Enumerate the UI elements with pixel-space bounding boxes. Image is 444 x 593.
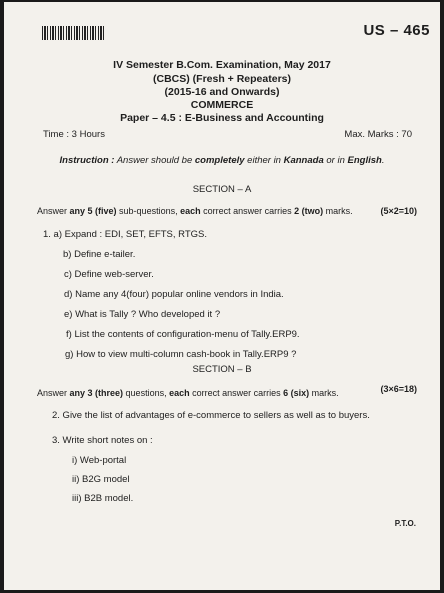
exam-paper: Paper – 4.5 : E-Business and Accounting [120, 112, 324, 124]
instruction-mid: either in [244, 155, 284, 166]
question-1g: g) How to view multi-column cash-book in Tally.ERP9 ? [65, 349, 297, 360]
question-1f: f) List the contents of configuration-menu of Tally.ERP9. [66, 329, 300, 340]
instruction-label: Instruction : [59, 155, 115, 166]
instruction-or: or in [323, 155, 348, 166]
exam-scheme: (CBCS) (Fresh + Repeaters) [153, 73, 291, 85]
question-3-ii: ii) B2G model [72, 474, 130, 485]
question-1a: 1. a) Expand : EDI, SET, EFTS, RTGS. [43, 229, 208, 240]
barcode-icon [42, 26, 104, 40]
instruction-english: English [347, 155, 382, 166]
question-3: 3. Write short notes on : [52, 435, 153, 446]
exam-batch: (2015-16 and Onwards) [164, 86, 280, 98]
instruction-kannada: Kannada [283, 155, 324, 166]
instruction-end: . [381, 155, 385, 166]
instruction-pre: Answer should be [114, 155, 195, 166]
section-a-instruction: Answer any 5 (five) sub-questions, each correct answer carries 2 (two) marks. [37, 206, 353, 216]
page-turn-over: P.T.O. [394, 519, 416, 528]
question-1e: e) What is Tally ? Who developed it ? [64, 309, 221, 320]
question-3-i: i) Web-portal [72, 455, 127, 466]
section-a-title: SECTION – A [192, 184, 252, 195]
exam-time: Time : 3 Hours [43, 129, 105, 140]
question-1c: c) Define web-server. [64, 269, 154, 280]
section-a-marks: (5×2=10) [380, 206, 417, 216]
section-b-marks: (3×6=18) [380, 384, 417, 394]
instruction [4, 155, 440, 166]
question-1b: b) Define e-tailer. [63, 249, 136, 260]
exam-subject: COMMERCE [190, 99, 254, 111]
instruction-completely: completely [194, 155, 245, 166]
paper-code: US – 465 [363, 22, 430, 39]
question-3-iii: iii) B2B model. [72, 493, 134, 504]
exam-title: IV Semester B.Com. Examination, May 2017 [113, 59, 331, 71]
question-2: 2. Give the list of advantages of e-commerce to sellers as well as to buyers. [52, 410, 370, 421]
section-b-title: SECTION – B [192, 364, 252, 375]
section-b-instruction: Answer any 3 (three) questions, each correct answer carries 6 (six) marks. [37, 388, 339, 398]
exam-max-marks: Max. Marks : 70 [344, 129, 412, 140]
exam-paper-page [4, 2, 440, 590]
question-1d: d) Name any 4(four) popular online vendors in India. [64, 289, 284, 300]
